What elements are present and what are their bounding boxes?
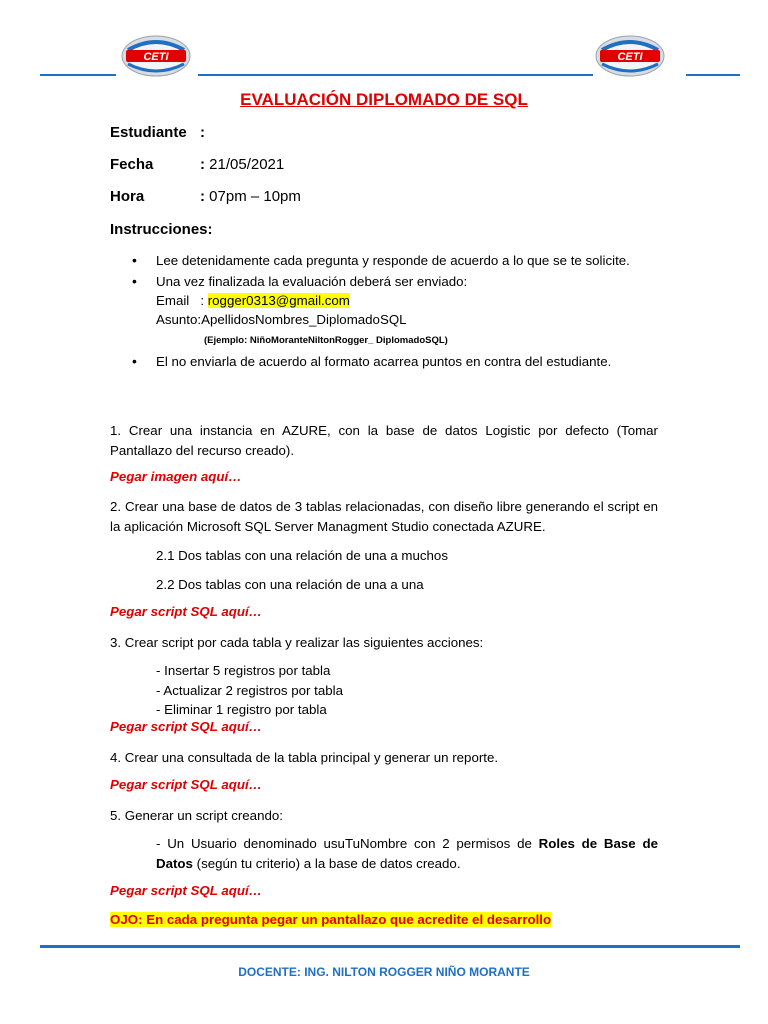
question-2-1: 2.1 Dos tablas con una relación de una a muchos — [156, 548, 448, 563]
svg-text:CETI: CETI — [143, 51, 169, 63]
question-5-a: - Un Usuario denominado usuTuNombre con 2 permisos de Roles de Base de Datos (según tu criterio) a la base de datos creado. — [156, 836, 658, 871]
footer-line — [40, 945, 740, 948]
time-value: 07pm – 10pm — [209, 188, 301, 205]
paste-script-placeholder: Pegar script SQL aquí… — [110, 883, 262, 898]
question-2-2: 2.2 Dos tablas con una relación de una a una — [156, 577, 424, 592]
email-link[interactable]: rogger0313@gmail.com — [207, 293, 350, 308]
paste-image-placeholder: Pegar imagen aquí… — [110, 469, 242, 484]
ceti-logo-left — [120, 30, 192, 78]
instruction-item: • Una vez finalizada la evaluación deberá ser enviado: Email : rogger0313@gmail.com Asunto:ApellidosNombres_DiplomadoSQL (Ejemplo: NiñoMoranteNiltonRogger_ DiplomadoSQL) — [130, 272, 658, 350]
subject-value: ApellidosNombres_DiplomadoSQL — [201, 312, 407, 327]
time-label: Hora — [110, 188, 145, 205]
header-line-center — [198, 74, 593, 76]
question-3: 3. Crear script por cada tabla y realizar las siguientes acciones: — [110, 635, 484, 650]
time-field: Hora : 07pm – 10pm — [110, 188, 301, 205]
email-label: Email — [156, 293, 190, 308]
date-label: Fecha — [110, 156, 154, 173]
question-3-c: - Eliminar 1 registro por tabla — [156, 702, 327, 717]
paste-script-placeholder: Pegar script SQL aquí… — [110, 777, 262, 792]
instruction-item: • El no enviarla de acuerdo al formato acarrea puntos en contra del estudiante. — [130, 352, 658, 371]
ceti-logo-right — [594, 30, 666, 78]
question-3-a: - Insertar 5 registros por tabla — [156, 663, 331, 678]
instruction-item: • Lee detenidamente cada pregunta y responde de acuerdo a lo que se te solicite. — [130, 251, 658, 270]
subject-label: Asunto: — [156, 312, 202, 327]
subject-example: (Ejemplo: NiñoMoranteNiltonRogger_ DiplomadoSQL) — [204, 335, 448, 346]
question-4: 4. Crear una consultada de la tabla principal y generar un reporte. — [110, 750, 499, 765]
page-title: EVALUACIÓN DIPLOMADO DE SQL — [240, 90, 528, 109]
paste-script-placeholder: Pegar script SQL aquí… — [110, 604, 262, 619]
question-5: 5. Generar un script creando: — [110, 808, 283, 823]
paste-script-placeholder: Pegar script SQL aquí… — [110, 719, 262, 734]
date-field: Fecha : 21/05/2021 — [110, 156, 285, 173]
date-value: 21/05/2021 — [209, 156, 285, 173]
question-1: 1. Crear una instancia en AZURE, con la base de datos Logistic por defecto (Tomar Pantallazo del recurso creado). — [110, 423, 658, 458]
header-line-left — [40, 74, 116, 76]
question-2: 2. Crear una base de datos de 3 tablas relacionadas, con diseño libre generando el script en la aplicación Microsoft SQL Server Managment Studio conectada AZURE. — [110, 499, 658, 534]
instructions-list — [130, 251, 658, 373]
student-field: Estudiante : — [110, 124, 205, 141]
header-line-right — [686, 74, 740, 76]
ojo-note: OJO: En cada pregunta pegar un pantallazo que acredite el desarrollo — [110, 912, 552, 927]
question-3-b: - Actualizar 2 registros por tabla — [156, 683, 343, 698]
footer-teacher: DOCENTE: ING. NILTON ROGGER NIÑO MORANTE — [238, 965, 530, 979]
student-label: Estudiante — [110, 124, 187, 141]
svg-text:CETI: CETI — [617, 51, 643, 63]
instructions-title: Instrucciones: — [110, 221, 213, 238]
